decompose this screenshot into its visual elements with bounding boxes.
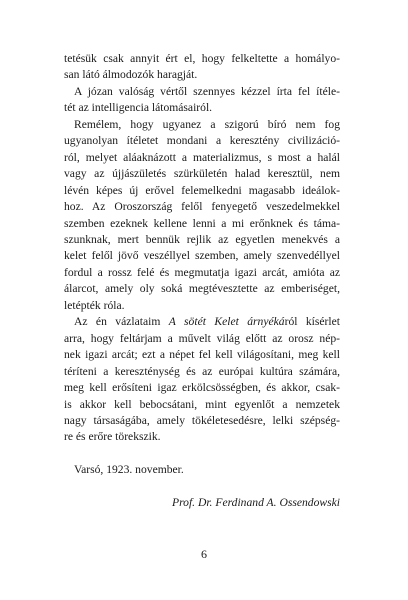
text-line: meg kell erősíteni igaz erkölcsösségben, és akkor, csak- [64, 381, 340, 395]
text-line: nagy társaságába, amely tökéletesedésre, lelki szépség- [64, 413, 340, 427]
text-line: kelet felől jövő veszéllyel szemben, amely szenvedéllyel [64, 249, 340, 263]
text-line: hoz. Az Oroszország felől fenyegető veszedelmekkel [64, 200, 340, 214]
text-line: re és erőre törekszik. [64, 430, 161, 444]
text-run: Az én vázlataim [74, 315, 169, 329]
text-line: is akkor kell bebocsátani, mint egyenlőt a nemzetek [64, 397, 340, 411]
body-text [64, 51, 340, 512]
author-signature: Prof. Dr. Ferdinand A. Ossendowski [171, 496, 340, 510]
text-line: ról, melyet aláaknázott a materializmus, s most a halál [64, 150, 340, 164]
blank-line [64, 479, 340, 495]
paragraph-3 [64, 117, 340, 314]
text-line: ugyanolyan ítéletet mondani a keresztény civilizáció- [64, 134, 340, 148]
paragraph-4 [64, 314, 340, 446]
text-line: nek igazi arcát; ezt a népet fel kell világosítani, meg kell [64, 348, 340, 362]
book-title-italic: A sötét Kelet árnyéká [168, 315, 285, 329]
text-line: téríteni a kereszténység és az európai kultúra számára, [64, 364, 340, 378]
text-line: letépték róla. [64, 298, 125, 312]
paragraph-2 [64, 84, 340, 117]
text-line: tetésük csak annyit ért el, hogy felkeltette a homályo- [64, 52, 340, 65]
text-line [64, 314, 340, 330]
text-line: álarcot, amely oly soká megtévesztette az emberiséget, [64, 282, 340, 296]
blank-line [64, 446, 340, 462]
text-line: vagy az újjászületés szürkületén halad keresztül, nem [64, 167, 340, 181]
text-run: ról kísérlet [284, 315, 340, 329]
date-line: Varsó, 1923. november. [74, 463, 184, 477]
text-line: Remélem, hogy ugyanez a szigorú bíró nem fog [74, 117, 340, 131]
text-line: lévén képes új erővel felemelkedni magasabb ideálok- [64, 183, 340, 197]
paragraph-1 [64, 51, 340, 84]
text-line: A józan valóság vértől szennyes kézzel írta fel ítéle- [74, 84, 340, 98]
text-line: szemben ezeknek kellene lenni a mi erőnknek és táma- [64, 216, 340, 230]
text-line: arra, hogy feltárjam a művelt világ előtt az orosz nép- [64, 331, 340, 345]
text-line: fordul a rossz felé és megmutatja igazi arcát, amióta az [64, 265, 340, 279]
page-number: 6 [201, 547, 207, 561]
text-line: san látó álmodozók haragját. [64, 68, 198, 82]
text-line: szunknak, mert bennük rejlik az egyetlen menekvés a [64, 232, 340, 246]
text-line: tét az intelligencia látomásairól. [64, 101, 213, 115]
